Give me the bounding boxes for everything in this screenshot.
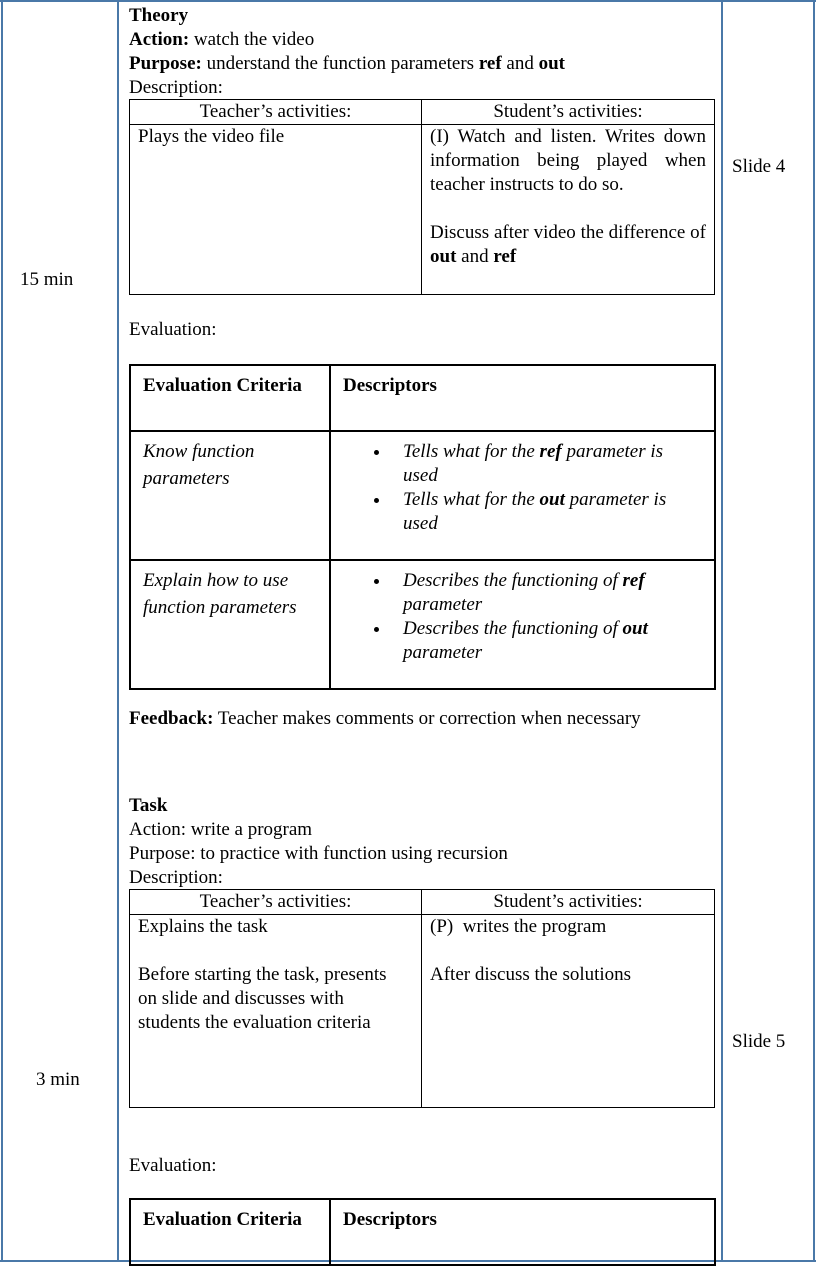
theory-activities-table [129,99,715,295]
evaluation-criteria-header: Evaluation Criteria [130,365,330,431]
feedback-line: Feedback: Teacher makes comments or correction when necessary [129,708,641,729]
time-task: 3 min [36,1069,80,1090]
descriptors-header: Descriptors [330,365,715,431]
descriptor-item: • Tells what for the out parameter is used [391,488,702,536]
evaluation-label-1: Evaluation: [129,319,217,340]
time-theory: 15 min [20,269,74,290]
slide-theory: Slide 4 [732,156,786,177]
theory-heading: Theory [129,5,189,26]
teacher-activities-header: Teacher’s activities: [130,100,422,125]
evaluation-criteria-header: Evaluation Criteria [130,1199,330,1265]
teacher-activity-cell: Plays the video file [130,125,422,295]
frame-col-divider-1 [117,0,119,1262]
frame-right-border [813,0,815,1262]
slide-task: Slide 5 [732,1031,786,1052]
criteria-know-function-parameters: Know function parameters [130,431,330,560]
criteria-explain-function-parameters: Explain how to use function parameters [130,560,330,689]
theory-description-label: Description: [129,77,223,98]
task-action: Action: write a program [129,819,313,840]
descriptors-cell-2 [330,560,715,689]
frame-col-divider-2 [721,0,723,1262]
descriptors-header: Descriptors [330,1199,715,1265]
task-activities-table [129,889,715,1108]
evaluation-label-2: Evaluation: [129,1155,217,1176]
teacher-activity-cell: Explains the task Before starting the task, presents on slide and discusses with students the evaluation criteria [130,915,422,1108]
descriptor-item: • Describes the functioning of out parameter [391,617,702,665]
task-description-label: Description: [129,867,223,888]
student-activities-header: Student’s activities: [422,890,715,915]
frame-left-border [1,0,3,1262]
evaluation-table-2 [129,1198,716,1266]
task-purpose: Purpose: to practice with function using recursion [129,843,508,864]
task-heading: Task [129,795,168,816]
descriptors-cell-1 [330,431,715,560]
student-activity-cell: (P) writes the program After discuss the solutions [422,915,715,1108]
theory-action: Action: watch the video [129,29,315,50]
teacher-activities-header: Teacher’s activities: [130,890,422,915]
frame-top-border [0,0,816,2]
descriptor-item: • Tells what for the ref parameter is used [391,440,702,488]
theory-purpose: Purpose: understand the function parameters ref and out [129,53,566,74]
student-activities-header: Student’s activities: [422,100,715,125]
student-activity-cell: (I) Watch and listen. Writes down information being played when teacher instructs to do so. Discuss after video the difference of out and ref [422,125,715,295]
evaluation-table-1 [129,364,716,690]
descriptor-item: • Describes the functioning of ref parameter [391,569,702,617]
